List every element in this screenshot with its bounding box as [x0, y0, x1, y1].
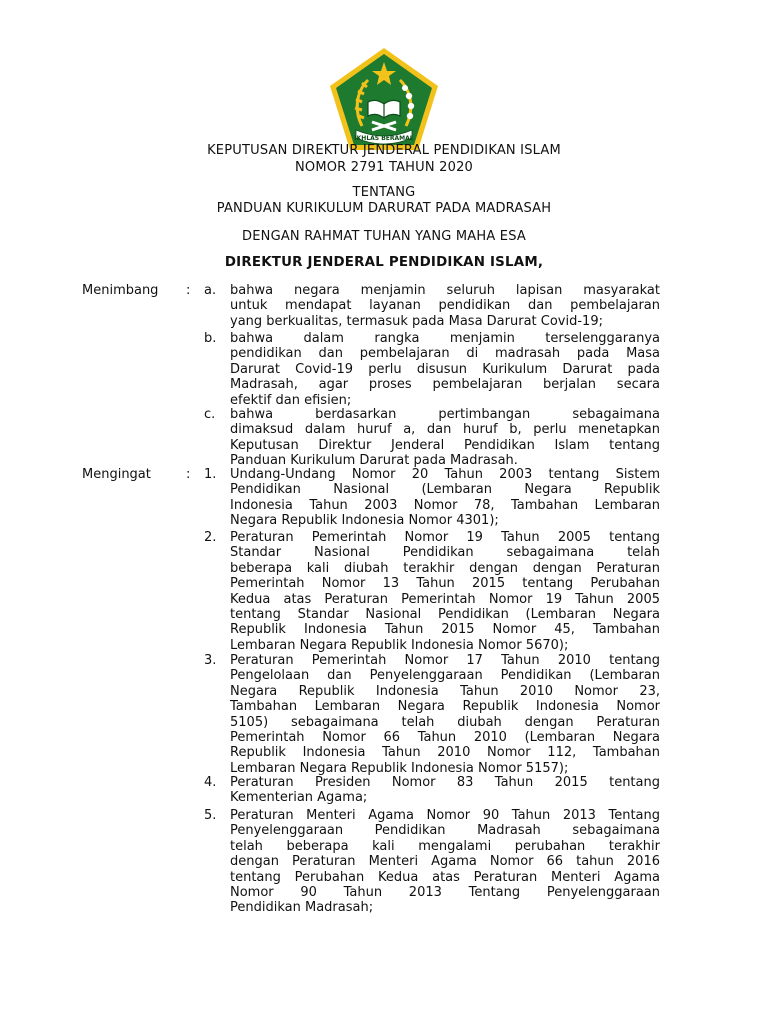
- kemenag-emblem-icon: [328, 46, 440, 152]
- mengingat-item-text: [230, 653, 660, 776]
- text-line: efektif dan efisien;: [230, 392, 352, 408]
- official-title: DIREKTUR JENDERAL PENDIDIKAN ISLAM,: [224, 255, 544, 270]
- decree-subject: PANDUAN KURIKULUM DARURAT PADA MADRASAH: [216, 201, 552, 216]
- text-line: Undang-Undang Nomor 20 Tahun 2003 tentang Sistem: [230, 467, 660, 482]
- text-line: yang berkualitas, termasuk pada Masa Darurat Covid-19;: [230, 313, 603, 329]
- emblem-motto: IKHLAS BERAMAL: [354, 135, 414, 142]
- text-line: Pendidikan Nasional (Lembaran Negara Republik: [230, 482, 660, 498]
- text-line: bahwa berdasarkan pertimbangan sebagaimana: [230, 407, 660, 422]
- text-line: dengan Peraturan Menteri Agama Nomor 66 tahun 2016: [230, 854, 660, 870]
- text-line: Peraturan Menteri Agama Nomor 90 Tahun 2013 Tentang: [230, 808, 660, 823]
- text-line: Pemerintah Nomor 66 Tahun 2010 (Lembaran Negara: [230, 730, 660, 746]
- mengingat-label: Mengingat: [82, 467, 151, 482]
- text-line: Standar Nasional Pendidikan sebagaimana telah: [230, 545, 660, 561]
- text-line: Lembaran Negara Republik Indonesia Nomor 5670);: [230, 637, 569, 653]
- text-line: untuk mendapat layanan pendidikan dan pembelajaran: [230, 298, 660, 314]
- menimbang-item-marker: a.: [204, 283, 217, 298]
- mengingat-item-text: [230, 467, 660, 529]
- mengingat-item-text: [230, 530, 660, 653]
- menimbang-label: Menimbang: [82, 283, 159, 298]
- text-line: Pendidikan Madrasah;: [230, 900, 374, 916]
- text-line: Negara Republik Indonesia Tahun 2010 Nomor 23,: [230, 683, 660, 699]
- mengingat-item-marker: 3.: [204, 653, 217, 668]
- invocation: DENGAN RAHMAT TUHAN YANG MAHA ESA: [242, 229, 526, 244]
- text-line: Penyelenggaraan Pendidikan Madrasah sebagaimana: [230, 823, 660, 839]
- text-line: Darurat Covid-19 perlu disusun Kurikulum Darurat pada: [230, 361, 660, 377]
- decree-number: NOMOR 2791 TAHUN 2020: [294, 160, 474, 175]
- text-line: Republik Indonesia Tahun 2015 Nomor 45, Tambahan: [230, 622, 660, 638]
- text-line: bahwa dalam rangka menjamin terselenggaranya: [230, 331, 660, 346]
- text-line: Peraturan Pemerintah Nomor 17 Tahun 2010 tentang: [230, 653, 660, 668]
- about-label: TENTANG: [352, 185, 416, 200]
- mengingat-item-marker: 2.: [204, 530, 217, 545]
- text-line: pendidikan dan pembelajaran di madrasah pada Masa: [230, 346, 660, 362]
- mengingat-item-text: [230, 775, 660, 806]
- decree-title: KEPUTUSAN DIREKTUR JENDERAL PENDIDIKAN ISLAM: [207, 143, 561, 158]
- text-line: telah beberapa kali mengalami perubahan terakhir: [230, 838, 660, 854]
- menimbang-item-marker: b.: [204, 331, 217, 346]
- text-line: tentang Perubahan Kedua atas Peraturan Menteri Agama: [230, 869, 660, 885]
- menimbang-item-text: [230, 407, 660, 469]
- text-line: Lembaran Negara Republik Indonesia Nomor 5157);: [230, 760, 569, 776]
- text-line: Keputusan Direktur Jenderal Pendidikan Islam tentang: [230, 437, 660, 453]
- mengingat-item-marker: 4.: [204, 775, 217, 790]
- text-line: Kementerian Agama;: [230, 790, 368, 806]
- mengingat-item-marker: 1.: [204, 467, 217, 482]
- text-line: Tambahan Lembaran Negara Republik Indonesia Nomor: [230, 699, 660, 715]
- text-line: Peraturan Presiden Nomor 83 Tahun 2015 tentang: [230, 775, 660, 790]
- text-line: tentang Standar Nasional Pendidikan (Lembaran Negara: [230, 607, 660, 623]
- text-line: Panduan Kurikulum Darurat pada Madrasah.: [230, 453, 518, 469]
- mengingat-colon: :: [186, 467, 191, 482]
- text-line: Madrasah, agar proses pembelajaran berjalan secara: [230, 377, 660, 393]
- mengingat-item-text: [230, 808, 660, 916]
- text-line: Republik Indonesia Tahun 2010 Nomor 112, Tambahan: [230, 745, 660, 761]
- mengingat-item-marker: 5.: [204, 808, 217, 823]
- text-line: dimaksud dalam huruf a, dan huruf b, perlu menetapkan: [230, 422, 660, 438]
- text-line: Indonesia Tahun 2003 Nomor 78, Tambahan Lembaran: [230, 497, 660, 513]
- text-line: Pengelolaan dan Penyelenggaraan Pendidikan (Lembaran: [230, 668, 660, 684]
- text-line: Negara Republik Indonesia Nomor 4301);: [230, 513, 499, 529]
- menimbang-item-marker: c.: [204, 407, 216, 422]
- text-line: Peraturan Pemerintah Nomor 19 Tahun 2005 tentang: [230, 530, 660, 545]
- menimbang-colon: :: [186, 283, 191, 298]
- text-line: beberapa kali diubah terakhir dengan dengan Peraturan: [230, 560, 660, 576]
- menimbang-item-text: [230, 331, 660, 408]
- text-line: bahwa negara menjamin seluruh lapisan masyarakat: [230, 283, 660, 298]
- text-line: Kedua atas Peraturan Pemerintah Nomor 19 Tahun 2005: [230, 591, 660, 607]
- menimbang-item-text: [230, 283, 660, 329]
- text-line: Pemerintah Nomor 13 Tahun 2015 tentang Perubahan: [230, 576, 660, 592]
- text-line: Nomor 90 Tahun 2013 Tentang Penyelenggaraan: [230, 885, 660, 901]
- text-line: 5105) sebagaimana telah diubah dengan Peraturan: [230, 714, 660, 730]
